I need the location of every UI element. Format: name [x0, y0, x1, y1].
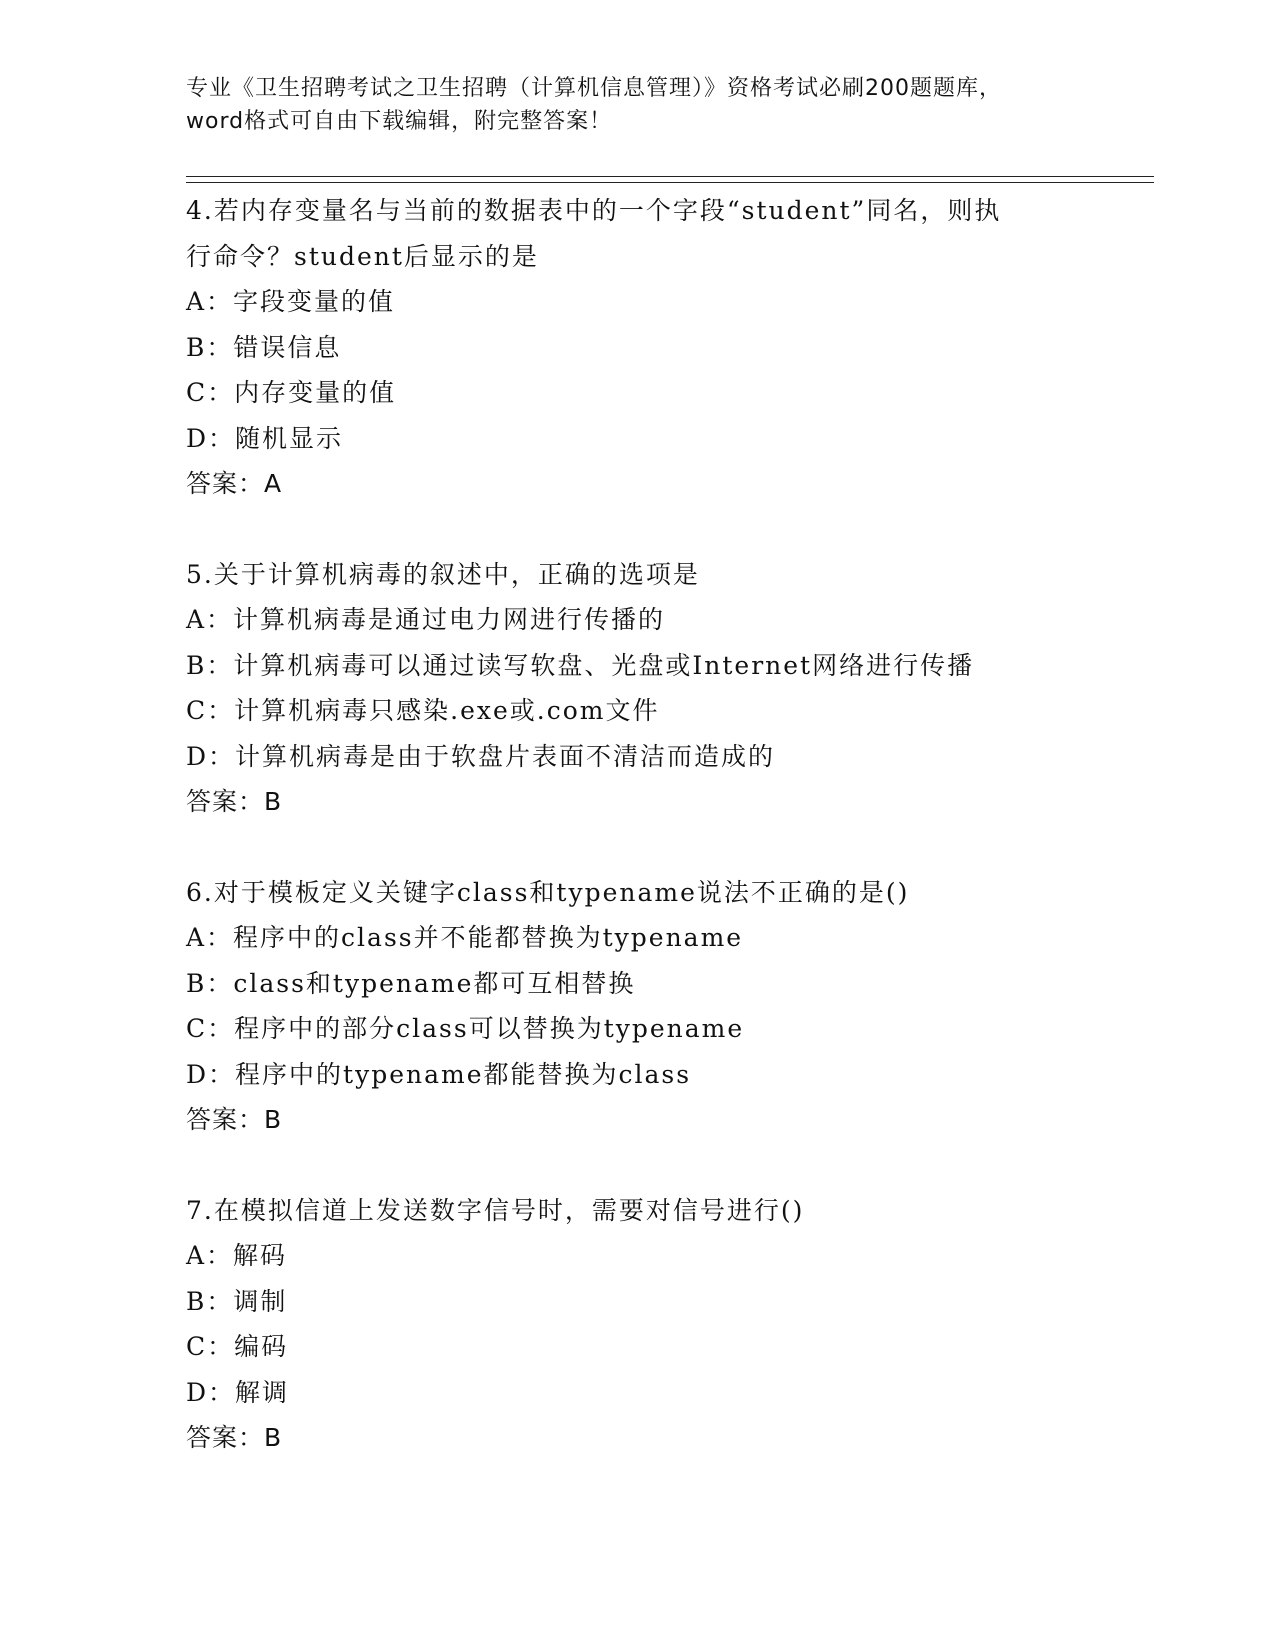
- option-b: B：class和typename都可互相替换: [186, 968, 636, 998]
- option-d: D：计算机病毒是由于软盘片表面不清洁而造成的: [186, 741, 776, 771]
- option-b: B：调制: [186, 1286, 288, 1316]
- option-a: A：计算机病毒是通过电力网进行传播的: [186, 605, 666, 634]
- answer: 答案：B: [186, 1423, 283, 1452]
- answer: 答案：B: [186, 787, 283, 816]
- option-c: C：计算机病毒只感染.exe或.com文件: [186, 696, 660, 725]
- option-a: A：解码: [186, 1241, 288, 1270]
- question-5: [186, 552, 1186, 825]
- header-line-1: 专业《卫生招聘考试之卫生招聘（计算机信息管理）》资格考试必刷200题题库，: [186, 76, 1002, 101]
- option-b: B：计算机病毒可以通过读写软盘、光盘或Internet网络进行传播: [186, 650, 975, 680]
- option-b: B：错误信息: [186, 332, 342, 362]
- question-text: 行命令？student后显示的是: [186, 241, 539, 271]
- option-c: C：编码: [186, 1332, 289, 1361]
- answer: 答案：A: [186, 469, 283, 498]
- option-d: D：随机显示: [186, 423, 344, 453]
- question-text: 6.对于模板定义关键字class和typename说法不正确的是(): [186, 877, 910, 907]
- option-d: D：程序中的typename都能替换为class: [186, 1059, 692, 1089]
- question-list: [186, 188, 1186, 1506]
- header-line-2: word格式可自由下载编辑，附完整答案！: [186, 109, 613, 134]
- header-divider-bottom: [186, 182, 1154, 183]
- question-text: 4.若内存变量名与当前的数据表中的一个字段“student”同名，则执: [186, 196, 1002, 225]
- question-text: 5.关于计算机病毒的叙述中，正确的选项是: [186, 559, 700, 589]
- answer: 答案：B: [186, 1105, 283, 1134]
- option-d: D：解调: [186, 1377, 290, 1407]
- option-c: C：程序中的部分class可以替换为typename: [186, 1014, 745, 1043]
- header-divider-top: [186, 176, 1154, 177]
- question-6: [186, 870, 1186, 1143]
- question-text: 7.在模拟信道上发送数字信号时，需要对信号进行(): [186, 1195, 805, 1225]
- question-7: [186, 1188, 1186, 1461]
- option-a: A：程序中的class并不能都替换为typename: [186, 923, 744, 952]
- question-4: [186, 188, 1186, 507]
- document-header: [186, 72, 1086, 138]
- option-a: A：字段变量的值: [186, 287, 396, 316]
- option-c: C：内存变量的值: [186, 378, 397, 407]
